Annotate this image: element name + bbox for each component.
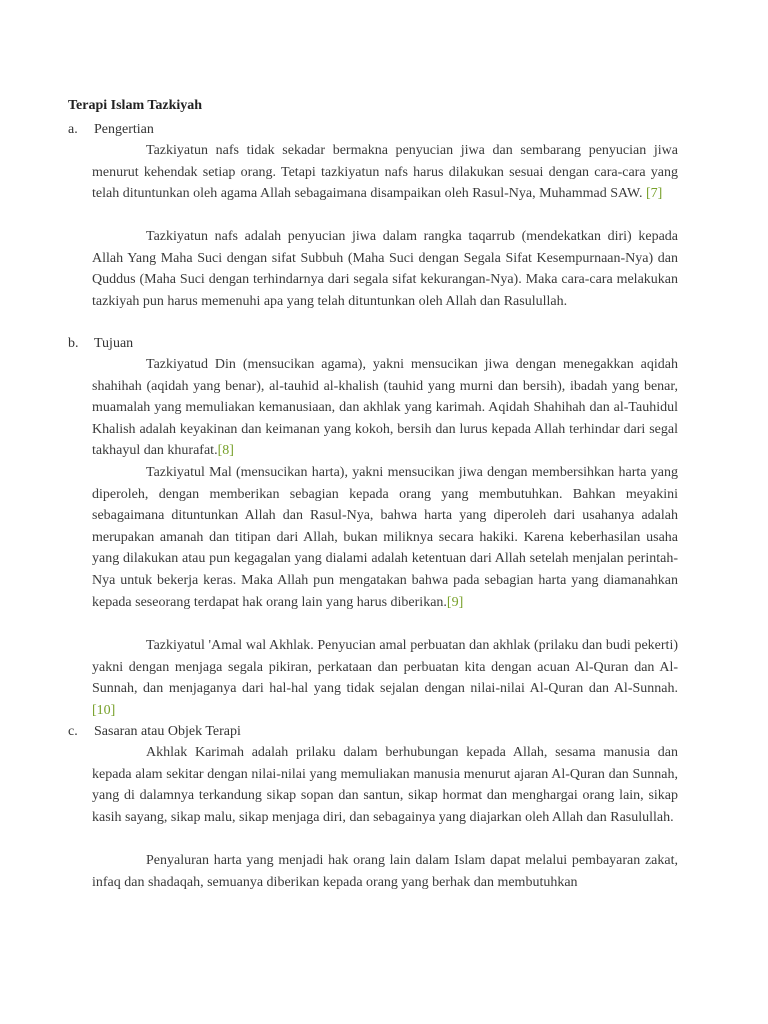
paragraph: [92, 742, 678, 828]
section-title: Sasaran atau Objek Terapi: [94, 724, 241, 739]
footnote-ref-link[interactable]: [10]: [92, 702, 116, 718]
section-title: Tujuan: [94, 336, 134, 351]
section-marker: a.: [68, 122, 78, 137]
footnote-ref-link[interactable]: [8]: [217, 443, 234, 459]
paragraph-text: Tazkiyatul Mal (mensucikan harta), yakni mensucikan jiwa dengan membersihkan harta yang diperoleh, dengan memberikan sebagian kepada orang yang membutuhkan. Bahkan meyakini sebagaimana dituntunkan Allah dan Rasul-Nya, bahwa harta yang diperoleh dari usahanya adalah merupakan amanah dan titipan dari Allah, bukan miliknya secara hakiki. Karena keberhasilan usaha yang dilakukan atau pun kegagalan yang dialami adalah ketentuan dari Allah setelah menjalan perintah-Nya untuk bekerja keras. Maka Allah pun mengatakan bahwa pada sebagian harta yang diamanahkan kepada seseorang terdapat hak orang lain yang harus diberikan.: [92, 465, 678, 610]
document-title: Terapi Islam Tazkiyah: [68, 98, 203, 113]
paragraph-text: Penyaluran harta yang menjadi hak orang lain dalam Islam dapat melalui pembayaran zakat, infaq dan shadaqah, semuanya diberikan kepada orang yang berhak dan membutuhkan: [92, 853, 678, 890]
paragraph: [92, 462, 678, 613]
section-marker: c.: [68, 724, 78, 739]
paragraph: [92, 635, 678, 721]
section-title: Pengertian: [94, 122, 154, 137]
footnote-ref-link[interactable]: [7]: [645, 186, 663, 202]
paragraph-text: Tazkiyatun nafs adalah penyucian jiwa dalam rangka taqarrub (mendekatkan diri) kepada Allah Yang Maha Suci dengan sifat Subbuh (Maha Suci dengan Segala Sifat Kesempurnaan-Nya) dan Quddus (Maha Suci dengan terhindarnya dari segala sifat kekurangan-Nya). Maka cara-cara melakukan tazkiyah pun harus memenuhi apa yang telah dituntunkan oleh Allah dan Rasulullah.: [92, 229, 678, 309]
paragraph-text: Tazkiyatul 'Amal wal Akhlak. Penyucian amal perbuatan dan akhlak (prilaku dan budi pekerti) yakni dengan menjaga segala pikiran, perkataan dan perbuatan kita dengan acuan Al-Quran dan Al-Sunnah, dan menjaganya dari hal-hal yang tidak sejalan dengan nilai-nilai Al-Quran dan Al-Sunnah.: [92, 638, 678, 697]
paragraph: [92, 850, 678, 893]
paragraph: [92, 226, 678, 312]
paragraph: [92, 354, 678, 462]
paragraph-text: Akhlak Karimah adalah prilaku dalam berhubungan kepada Allah, sesama manusia dan kepada alam sekitar dengan nilai-nilai yang memuliakan manusia menurut ajaran Al-Quran dan Sunnah, yang di dalamnya terkandung sikap sopan dan santun, sikap hormat dan menghargai orang lain, sikap kasih sayang, sikap malu, sikap menjaga diri, dan sebagainya yang diajarkan oleh Allah dan Rasulullah.: [92, 745, 678, 825]
section-heading-sasaran: [68, 722, 241, 742]
footnote-ref-link[interactable]: [9]: [446, 594, 464, 610]
section-heading-tujuan: [68, 334, 133, 354]
section-heading-pengertian: [68, 120, 154, 140]
paragraph-text: Tazkiyatun nafs tidak sekadar bermakna penyucian jiwa dan sembarang penyucian jiwa menurut kehendak setiap orang. Tetapi tazkiyatun nafs harus dilakukan sesuai dengan cara-cara yang telah dituntunkan oleh agama Allah sebagaimana disampaikan oleh Rasul-Nya, Muhammad SAW.: [92, 143, 678, 202]
paragraph: [92, 140, 678, 205]
paragraph-text: Tazkiyatud Din (mensucikan agama), yakni mensucikan jiwa dengan menegakkan aqidah shahihah (aqidah yang benar), al-tauhid al-khalish (tauhid yang murni dan bersih), ibadah yang benar, muamalah yang memuliakan kemanusiaan, dan akhlak yang karimah. Aqidah Shahihah dan al-Tauhidul Khalish adalah keyakinan dan keimanan yang kokoh, bersih dan lurus kepada Allah terhindar dari segal takhayul dan khurafat.: [92, 357, 678, 459]
section-marker: b.: [68, 336, 79, 351]
